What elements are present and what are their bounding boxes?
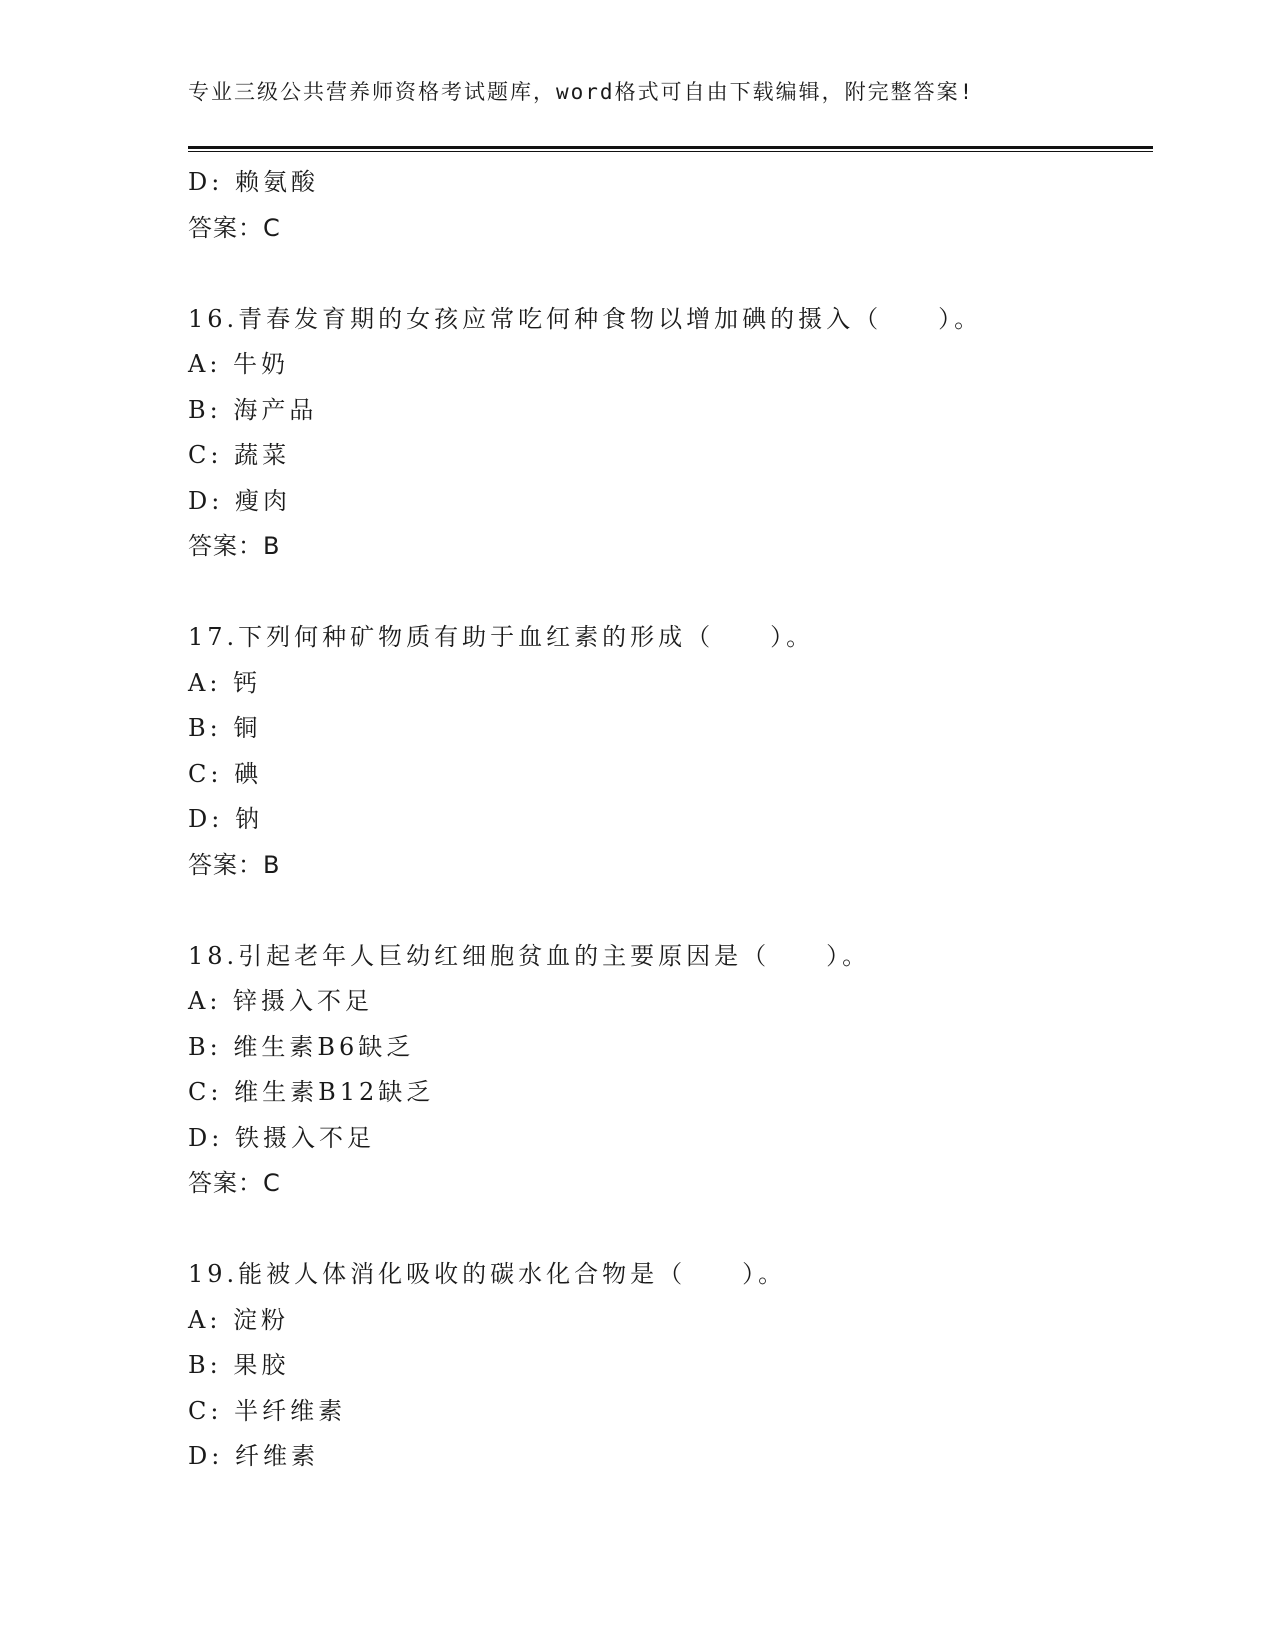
- question-19-option-d: D: 纤维素: [188, 1442, 319, 1470]
- question-18-option-c: C: 维生素B12缺乏: [188, 1078, 435, 1106]
- question-17-option-a: A: 钙: [188, 668, 262, 697]
- question-17-option-d: D: 钠: [188, 805, 263, 833]
- question-18-option-a: A: 锌摄入不足: [188, 987, 374, 1015]
- question-18-option-b: B: 维生素B6缺乏: [188, 1032, 415, 1061]
- question-17-answer: 答案：B: [188, 850, 281, 879]
- question-16-option-c: C: 蔬菜: [188, 441, 291, 469]
- question-16-stem: 16.青春发育期的女孩应常吃何种食物以增加碘的摄入（ ）。: [188, 304, 983, 333]
- exam-content: [188, 160, 1148, 1480]
- spacer: [188, 1207, 1148, 1253]
- question-17-option-c: C: 碘: [188, 759, 263, 788]
- page-header: 专业三级公共营养师资格考试题库，word格式可自由下载编辑，附完整答案!: [188, 80, 975, 104]
- header-rule-thick: [188, 146, 1153, 149]
- spacer: [188, 251, 1148, 297]
- question-16-option-a: A: 牛奶: [188, 350, 290, 378]
- question-19-stem: 19.能被人体消化吸收的碳水化合物是（ ）。: [188, 1260, 787, 1288]
- spacer: [188, 888, 1148, 934]
- question-16-option-d: D: 瘦肉: [188, 486, 291, 515]
- question-19-option-a: A: 淀粉: [188, 1305, 290, 1334]
- question-17-option-b: B: 铜: [188, 714, 262, 742]
- question-18-answer: 答案：C: [188, 1169, 281, 1197]
- header-rule-thin: [188, 151, 1153, 152]
- question-16-answer: 答案：B: [188, 532, 281, 560]
- question-17-stem: 17.下列何种矿物质有助于血红素的形成（ ）。: [188, 623, 815, 651]
- spacer: [188, 570, 1148, 616]
- question-18-option-d: D: 铁摄入不足: [188, 1123, 375, 1152]
- question-16-option-b: B: 海产品: [188, 395, 318, 424]
- question-19-option-c: C: 半纤维素: [188, 1396, 347, 1425]
- question-18-stem: 18.引起老年人巨幼红细胞贫血的主要原因是（ ）。: [188, 941, 871, 970]
- prev-option-d: D: 赖氨酸: [188, 168, 319, 196]
- prev-answer: 答案：C: [188, 213, 281, 242]
- question-19-option-b: B: 果胶: [188, 1351, 290, 1379]
